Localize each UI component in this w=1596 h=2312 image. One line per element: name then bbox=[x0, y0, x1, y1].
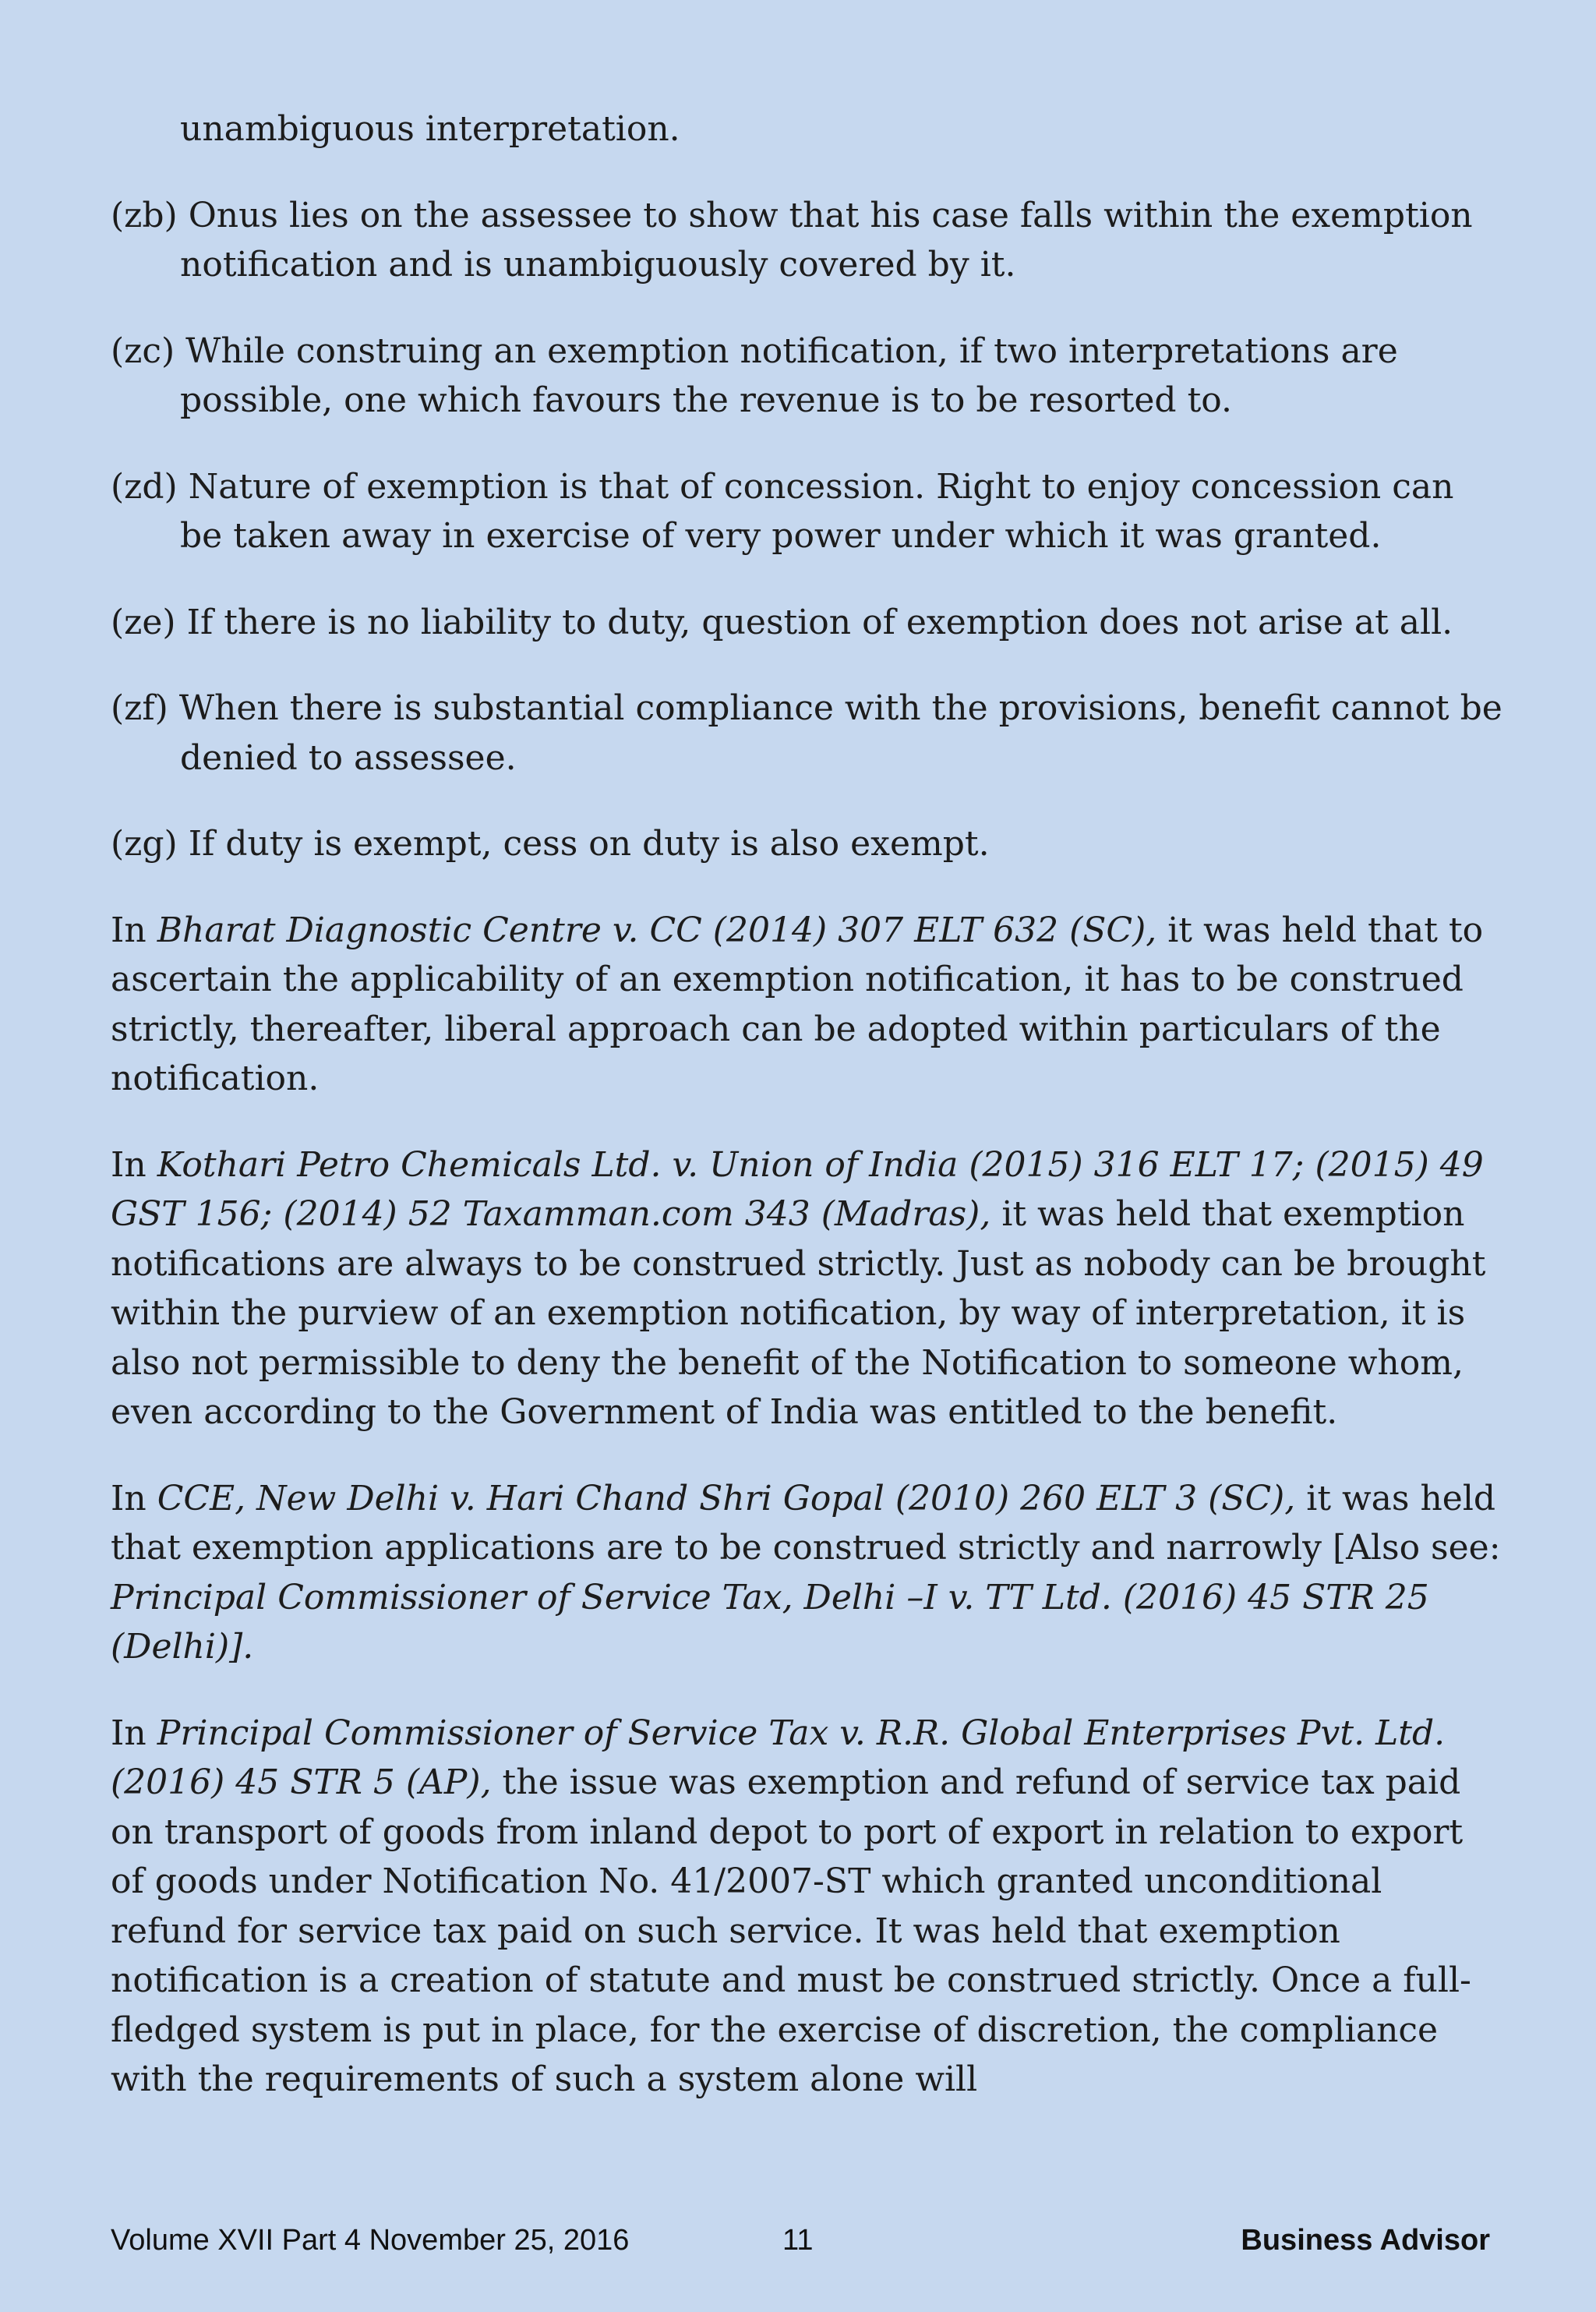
item-text: Onus lies on the assessee to show that his case falls within the exemption notification and is unambiguously covered by it. bbox=[180, 195, 1473, 285]
footer-page-number: 11 bbox=[782, 2224, 814, 2257]
para-lead: In bbox=[111, 1144, 157, 1185]
para-text: it was held that exemption applications are to be construed strictly and narrowly [Also see: bbox=[111, 1478, 1501, 1568]
paragraph-bharat-diagnostic bbox=[111, 906, 1506, 1104]
document-body bbox=[111, 104, 1506, 2141]
item-label: (zb) bbox=[111, 195, 178, 235]
paragraph-hari-chand bbox=[111, 1474, 1506, 1672]
item-text: If there is no liability to duty, question of exemption does not arise at all. bbox=[186, 602, 1453, 642]
list-item-zg bbox=[111, 819, 1506, 869]
item-label: (zc) bbox=[111, 331, 175, 371]
para-text: the issue was exemption and refund of service tax paid on transport of goods from inland depot to port of export in relation to export of goods under Notification No. 41/2007-ST which granted unconditional refund for service tax paid on such service. It was held that exemption notification is a creation of statute and must be construed strictly. Once a full-fledged system is put in place, for the exercise of discretion, the compliance with the requirements of such a system alone will bbox=[111, 1762, 1471, 2099]
item-text: When there is substantial compliance with the provisions, benefit cannot be denied to assessee. bbox=[178, 688, 1502, 778]
para-text: it was held that exemption notifications are always to be construed strictly. Just as nobody can be brought within the purview of an exemption notification, by way of interpretation, it is also not permissible to deny the benefit of the Notification to someone whom, even according to the Government of India was entitled to the benefit. bbox=[111, 1194, 1486, 1432]
list-item-zf bbox=[111, 684, 1506, 783]
footer-issue-info: Volume XVII Part 4 November 25, 2016 bbox=[111, 2224, 630, 2257]
case-citation-secondary: Principal Commissioner of Service Tax, Delhi –I v. TT Ltd. (2016) 45 STR 25 (Delhi)]. bbox=[111, 1577, 1429, 1667]
continuation-line: unambiguous interpretation. bbox=[180, 109, 680, 149]
list-item-ze bbox=[111, 598, 1506, 648]
item-label: (zg) bbox=[111, 824, 178, 864]
item-label: (zd) bbox=[111, 466, 178, 507]
case-citation: Principal Commissioner of Service Tax v. R.R. Global Enterprises Pvt. Ltd. (2016) 45 STR 5 (AP), bbox=[111, 1713, 1446, 1802]
item-text: While construing an exemption notification, if two interpretations are possible, one which favours the revenue is to be resorted to. bbox=[180, 331, 1398, 420]
item-text: If duty is exempt, cess on duty is also exempt. bbox=[188, 824, 990, 864]
item-label: (zf) bbox=[111, 688, 168, 728]
para-lead: In bbox=[111, 1713, 157, 1753]
list-item-zb bbox=[111, 191, 1506, 290]
para-lead: In bbox=[111, 910, 157, 950]
case-citation: Kothari Petro Chemicals Ltd. v. Union of India (2015) 316 ELT 17; (2015) 49 GST 156; (2014) 52 Taxamman.com 343 (Madras), bbox=[111, 1144, 1484, 1234]
item-text: Nature of exemption is that of concession. Right to enjoy concession can be taken away in exercise of very power under which it was granted. bbox=[180, 466, 1454, 556]
list-item-zc bbox=[111, 327, 1506, 426]
paragraph-rr-global bbox=[111, 1709, 1506, 2105]
para-lead: In bbox=[111, 1478, 157, 1518]
paragraph-kothari-petro bbox=[111, 1140, 1506, 1437]
page-footer bbox=[111, 2222, 1490, 2259]
footer-publication-name: Business Advisor bbox=[1241, 2224, 1490, 2257]
para-text: it was held that to ascertain the applicability of an exemption notification, it has to be construed strictly, thereafter, liberal approach can be adopted within particulars of the notification. bbox=[111, 910, 1484, 1098]
list-item-zd bbox=[111, 462, 1506, 561]
item-label: (ze) bbox=[111, 602, 176, 642]
case-citation: CCE, New Delhi v. Hari Chand Shri Gopal (2010) 260 ELT 3 (SC), bbox=[157, 1478, 1296, 1518]
case-citation: Bharat Diagnostic Centre v. CC (2014) 307 ELT 632 (SC), bbox=[157, 910, 1157, 950]
